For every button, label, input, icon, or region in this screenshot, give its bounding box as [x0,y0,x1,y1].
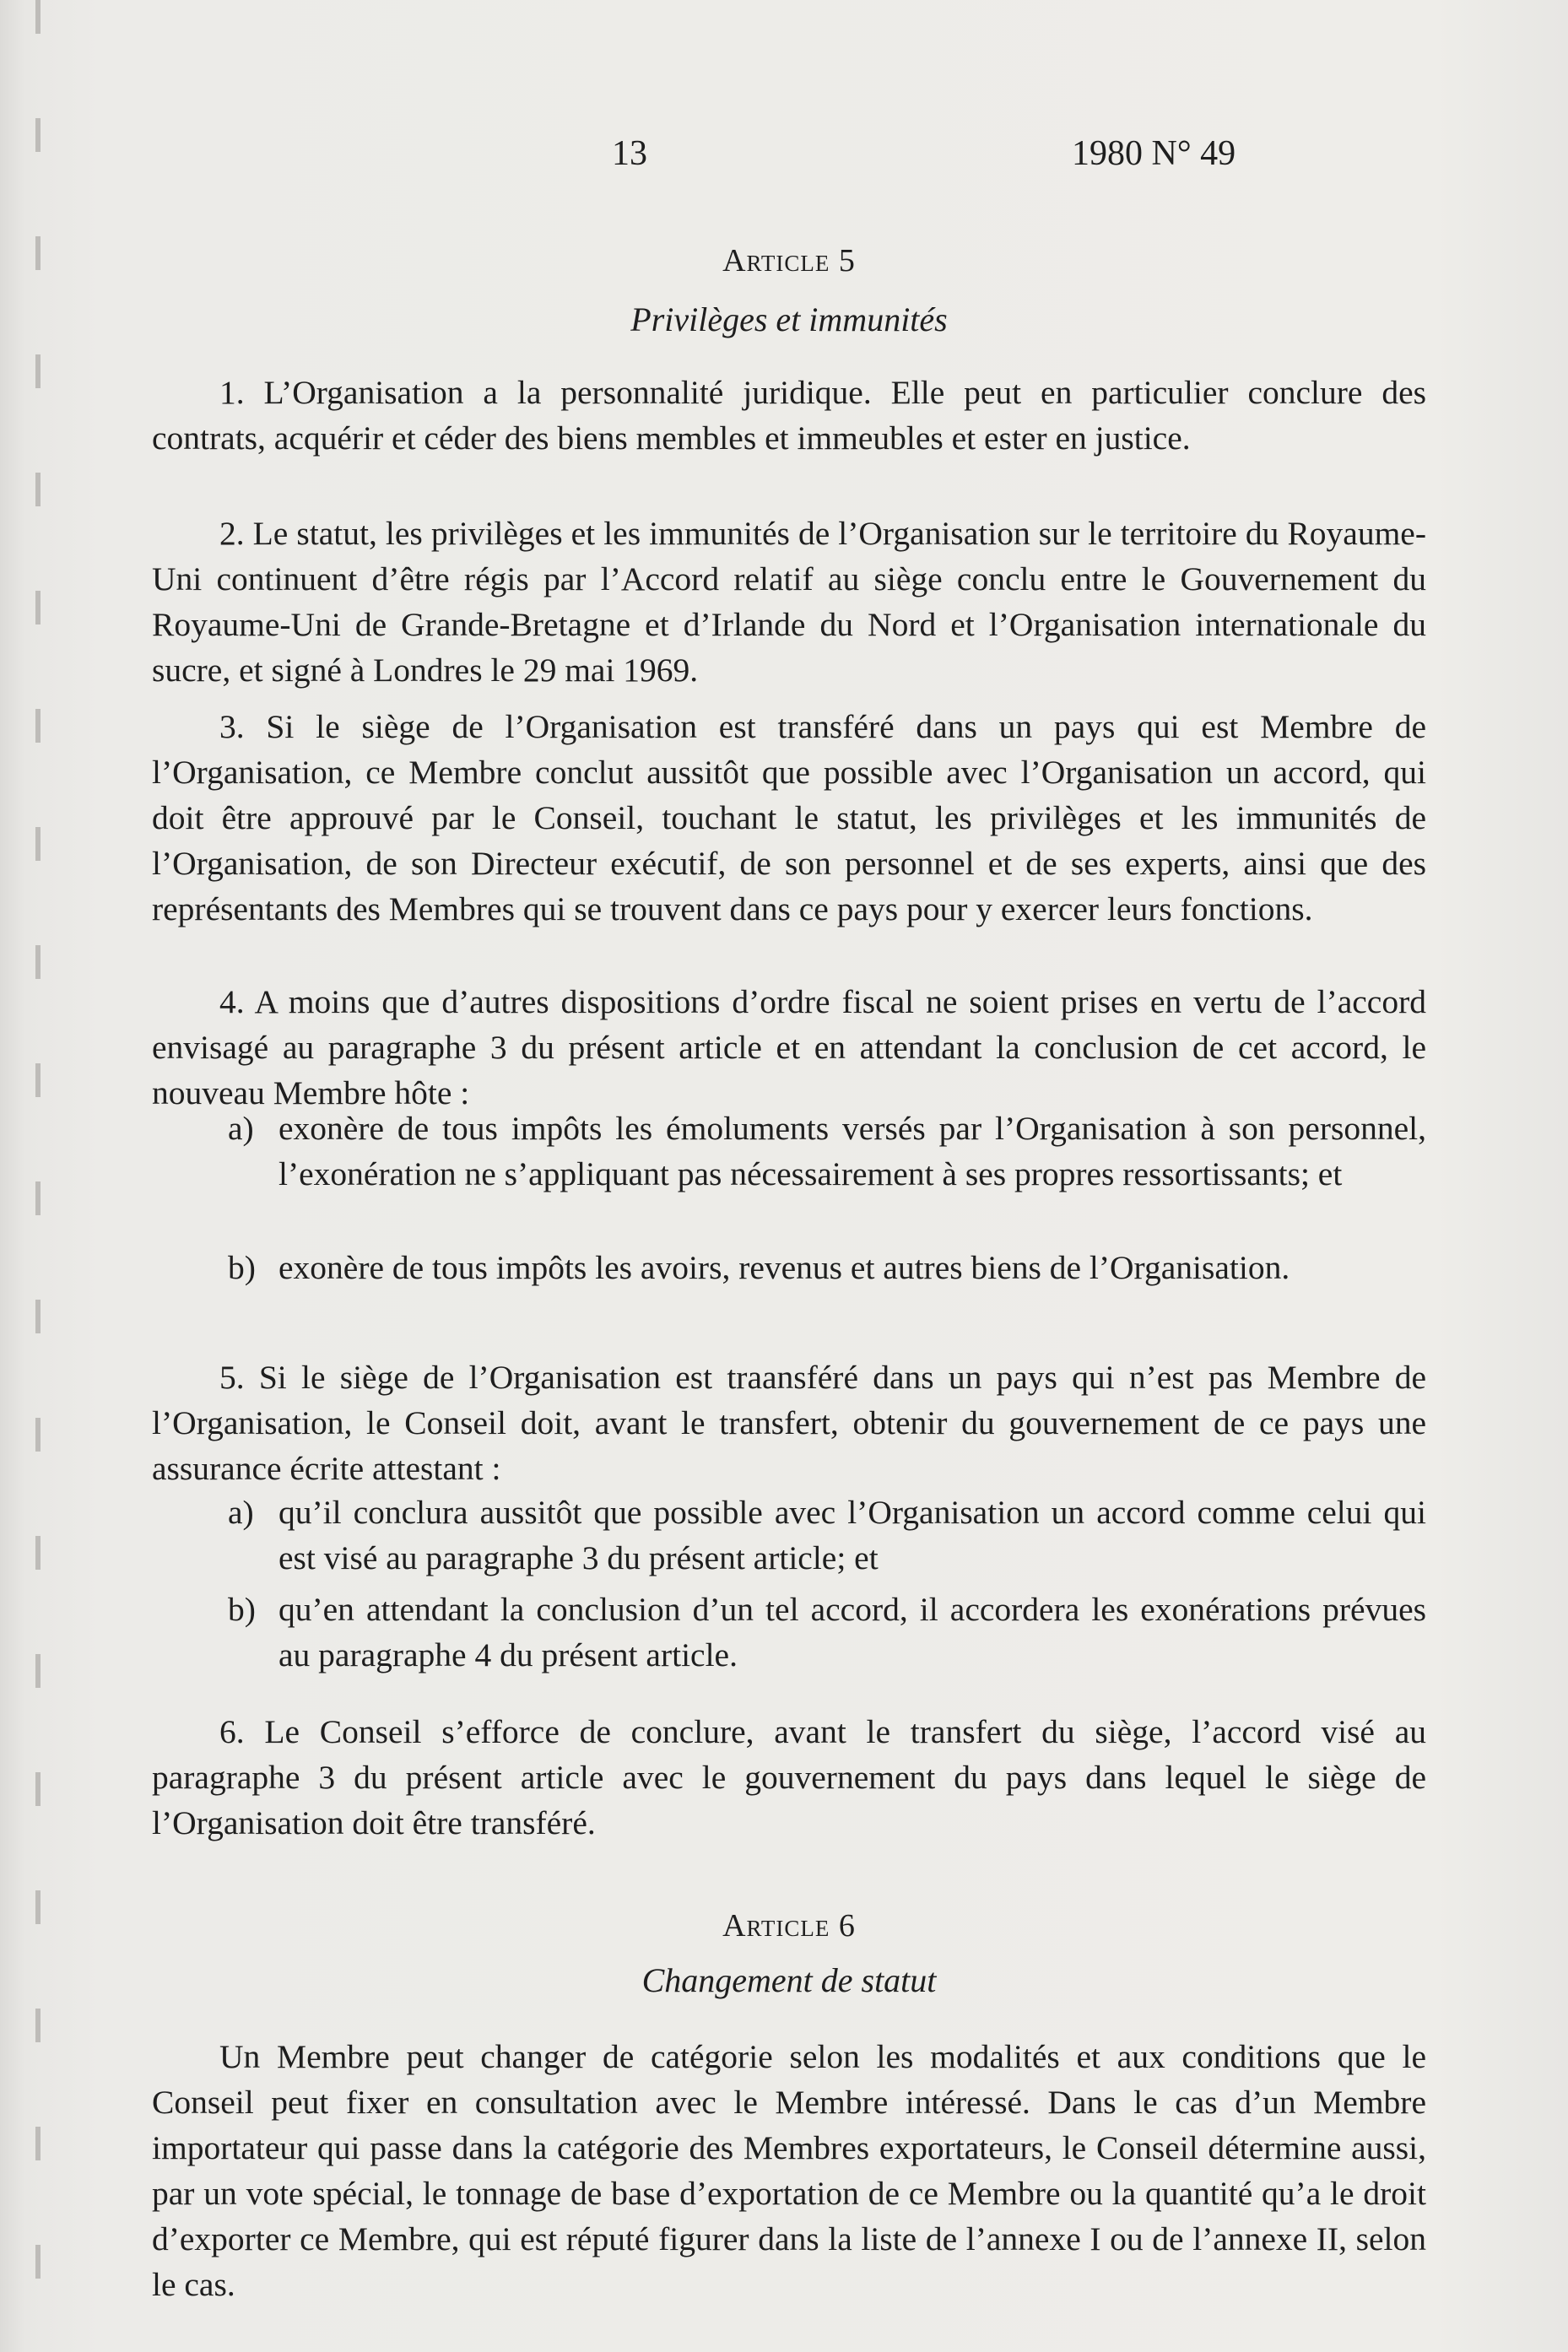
article-5-paragraph-2: 2. Le statut, les privilèges et les immunités de l’Organisation sur le territoire du Royaume-Uni continuent d’être régis par l’Accord relatif au siège conclu entre le Gouvernement du Royaume-Uni de Grande-Bretagne et d’Irlande du Nord et l’Organisation internationale du sucre, et signé à Londres le 29 mai 1969. [152,515,1426,689]
item-label: a) [228,1494,254,1531]
article-6-heading: Article 6 [722,1908,856,1944]
item-text: exonère de tous impôts les avoirs, revenus et autres biens de l’Organisation. [278,1249,1290,1286]
item-text: qu’il conclura aussitôt que possible avec l’Organisation un accord comme celui qui est visé au paragraphe 3 du présent article; et [278,1494,1426,1576]
article-5-paragraph-5: 5. Si le siège de l’Organisation est traansféré dans un pays qui n’est pas Membre de l’Organisation, le Conseil doit, avant le transfert, obtenir du gouvernement de ce pays une assurance écrite attestant : [152,1359,1426,1487]
article-5-paragraph-3: 3. Si le siège de l’Organisation est transféré dans un pays qui est Membre de l’Organisation, ce Membre conclut aussitôt que possible avec l’Organisation un accord, qui doit être approuvé par le Conseil, touchant le statut, les privilèges et les immunités de l’Organisation, de son Directeur exécutif, de son personnel et de ses experts, ainsi que des représentants des Membres qui se trouvent dans ce pays pour y exercer leurs fonctions. [152,708,1426,927]
document-number: 1980 N° 49 [1072,134,1236,173]
binding-edge [35,0,41,2352]
item-text: exonère de tous impôts les émoluments versés par l’Organisation à son personnel, l’exonération ne s’appliquant pas nécessairement à ses propres ressortissants; et [278,1110,1426,1192]
article-6-subtitle: Changement de statut [641,1961,937,1999]
article-6-paragraph-1: Un Membre peut changer de catégorie selon les modalités et aux conditions que le Conseil peut fixer en consultation avec le Membre intéressé. Dans le cas d’un Membre importateur qui passe dans la catégorie des Membres exportateurs, le Conseil détermine aussi, par un vote spécial, le tonnage de base d’exportation de ce Membre ou la quantité qu’a le droit d’exporter ce Membre, qui est réputé figurer dans la liste de l’annexe I ou de l’annexe II, selon le cas. [152,2038,1426,2303]
item-label: b) [228,1249,256,1286]
article-5-paragraph-6: 6. Le Conseil s’efforce de conclure, avant le transfert du siège, l’accord visé au paragraphe 3 du présent article avec le gouvernement du pays dans lequel le siège de l’Organisation doit être transféré. [152,1713,1426,1841]
article-5-heading: Article 5 [722,243,856,278]
page-number: 13 [612,134,647,173]
article-5-paragraph-4: 4. A moins que d’autres dispositions d’ordre fiscal ne soient prises en vertu de l’accord envisagé au paragraphe 3 du présent article et en attendant la conclusion de cet accord, le nouveau Membre hôte : [152,983,1426,1111]
article-5-subtitle: Privilèges et immunités [630,300,948,338]
item-label: a) [228,1110,254,1147]
item-label: b) [228,1591,256,1628]
article-5-paragraph-1: 1. L’Organisation a la personnalité juridique. Elle peut en particulier conclure des contrats, acquérir et céder des biens membles et immeubles et ester en justice. [152,374,1426,457]
item-text: qu’en attendant la conclusion d’un tel accord, il accordera les exonérations prévues au paragraphe 4 du présent article. [278,1591,1426,1673]
